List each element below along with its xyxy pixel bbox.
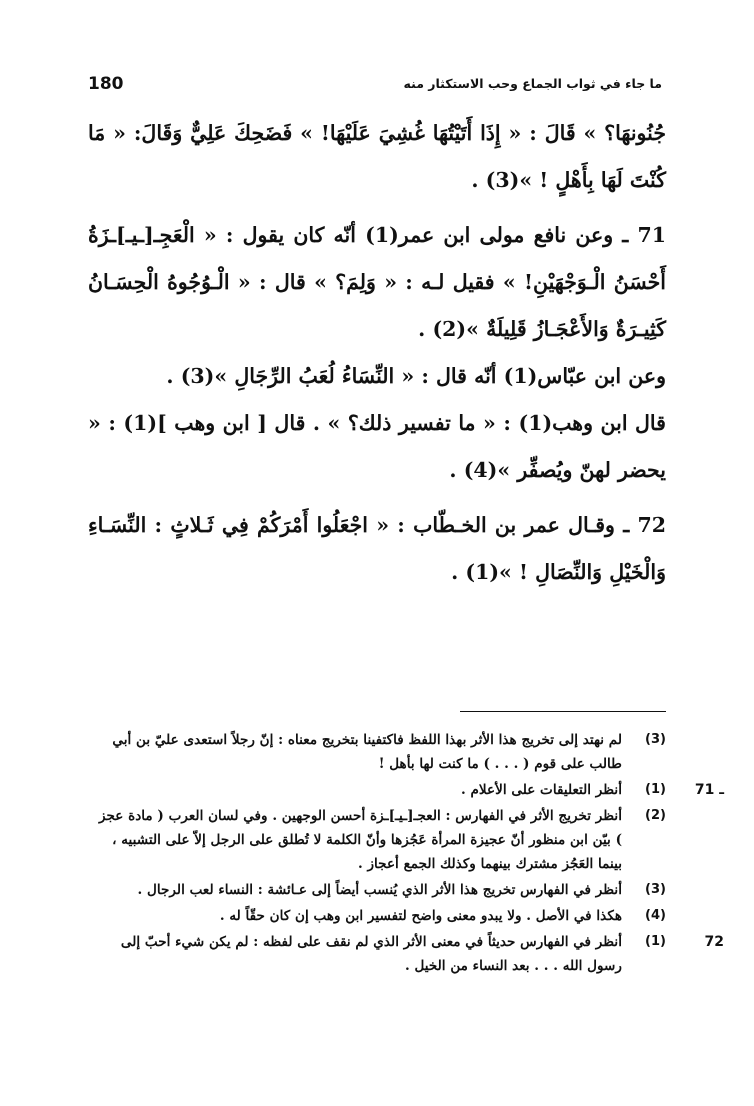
footnote-item: [88, 728, 666, 776]
running-title: ما جاء في ثواب الجماع وحب الاستكثار منه: [403, 76, 662, 91]
footnote-group-number: 71 ـ: [694, 782, 724, 798]
footnote-item: [88, 778, 724, 802]
paragraph-ibn-wahb: قال ابن وهب(1) : « ما تفسير ذلك؟ » . قال [ ابن وهب ](1) : « يحضر لهنّ ويُصفِّر »(4) .: [88, 411, 666, 482]
footnote-text: لم نهتد إلى تخريج هذا الأثر بهذا اللفظ فاكتفينا بتخريج معناه : إنّ رجلاً استعدى عليّ بن أبي طالب على قوم ( . . . ) ما كنت لها بأهل !: [112, 732, 622, 772]
paragraph-71: 71 ـ وعن نافع مولى ابن عمر(1) أنّه كان يقول : « الْعَجِـ[ـيـ]ـزَةُ أَحْسَنُ الْـوَجْهَيْنِ! » فقيل لـه : « وَلِمَ؟ » قال : « الْـوُجُوهُ الْحِسَـانُ كَثِيـرَةٌ وَالأَعْجَـازُ قَلِيلَةٌ »(2) .: [88, 223, 667, 341]
footnote-mark: (4): [645, 908, 666, 923]
footnote-item: [88, 930, 724, 978]
footnote-mark: (1): [645, 782, 666, 797]
footnote-text: أنظر التعليقات على الأعلام .: [461, 782, 622, 798]
page-number: 180: [88, 74, 124, 94]
footnote-item: [88, 904, 666, 928]
footnote-mark: (1): [645, 934, 666, 949]
main-text: [88, 110, 666, 596]
footnote-text: أنظر في الفهارس تخريج هذا الأثر الذي يُنسب أيضاً إلى عـائشة : النساء لعب الرجال .: [137, 882, 622, 898]
footnote-item: [88, 804, 666, 876]
paragraph-continuation: جُنُونهَا؟ » قَالَ : « إِذَا أَتَيْتُهَا غُشِيَ عَلَيْهَا! » فَضَحِكَ عَلِيٌّ وَقَالَ: « مَا كُنْتَ لَهَا بِأَهْلٍ ! »(3) .: [88, 121, 666, 192]
footnote-item: [88, 878, 666, 902]
footnote-text: هكذا في الأصل . ولا يبدو معنى واضح لتفسير ابن وهب إن كان حقّاً له .: [219, 908, 622, 924]
paragraph-72: 72 ـ وقـال عمر بن الخـطّاب : « اجْعَلُوا أَمْرَكُمْ فِي ثَـلاثٍ : النِّسَـاءِ وَالْخَيْلِ وَالنِّصَالِ ! »(1) .: [88, 513, 666, 584]
footnote-mark: (3): [645, 882, 666, 897]
paragraph-ibn-abbas: وعن ابن عبّاس(1) أنّه قال : « النِّسَاءُ لُعَبُ الرِّجَالِ »(3) .: [166, 364, 666, 388]
footnotes: [88, 728, 724, 980]
footnote-text: أنظر تخريج الأثر في الفهارس : العجـ[ـيـ]ـزة أحسن الوجهين . وفي لسان العرب ( مادة عجز ) بيّن ابن منظور أنّ عجيزة المرأة عَجُزها وأنّ الكلمة لا تُطلق على الرجل إلاّ على التشبيه ، بينما العَجُز مشترك بينهما وكذلك الجمع أعجاز .: [98, 808, 622, 872]
footnote-group-number: 72: [704, 934, 724, 950]
footnote-divider: [460, 711, 666, 712]
footnote-text: أنظر في الفهارس حديثاً في معنى الأثر الذي لم نقف على لفظه : لم يكن شيء أحبّ إلى رسول الله . . . بعد النساء من الخيل .: [120, 934, 622, 974]
footnote-mark: (3): [645, 732, 666, 747]
page-header: [88, 74, 662, 104]
footnote-mark: (2): [645, 808, 666, 823]
